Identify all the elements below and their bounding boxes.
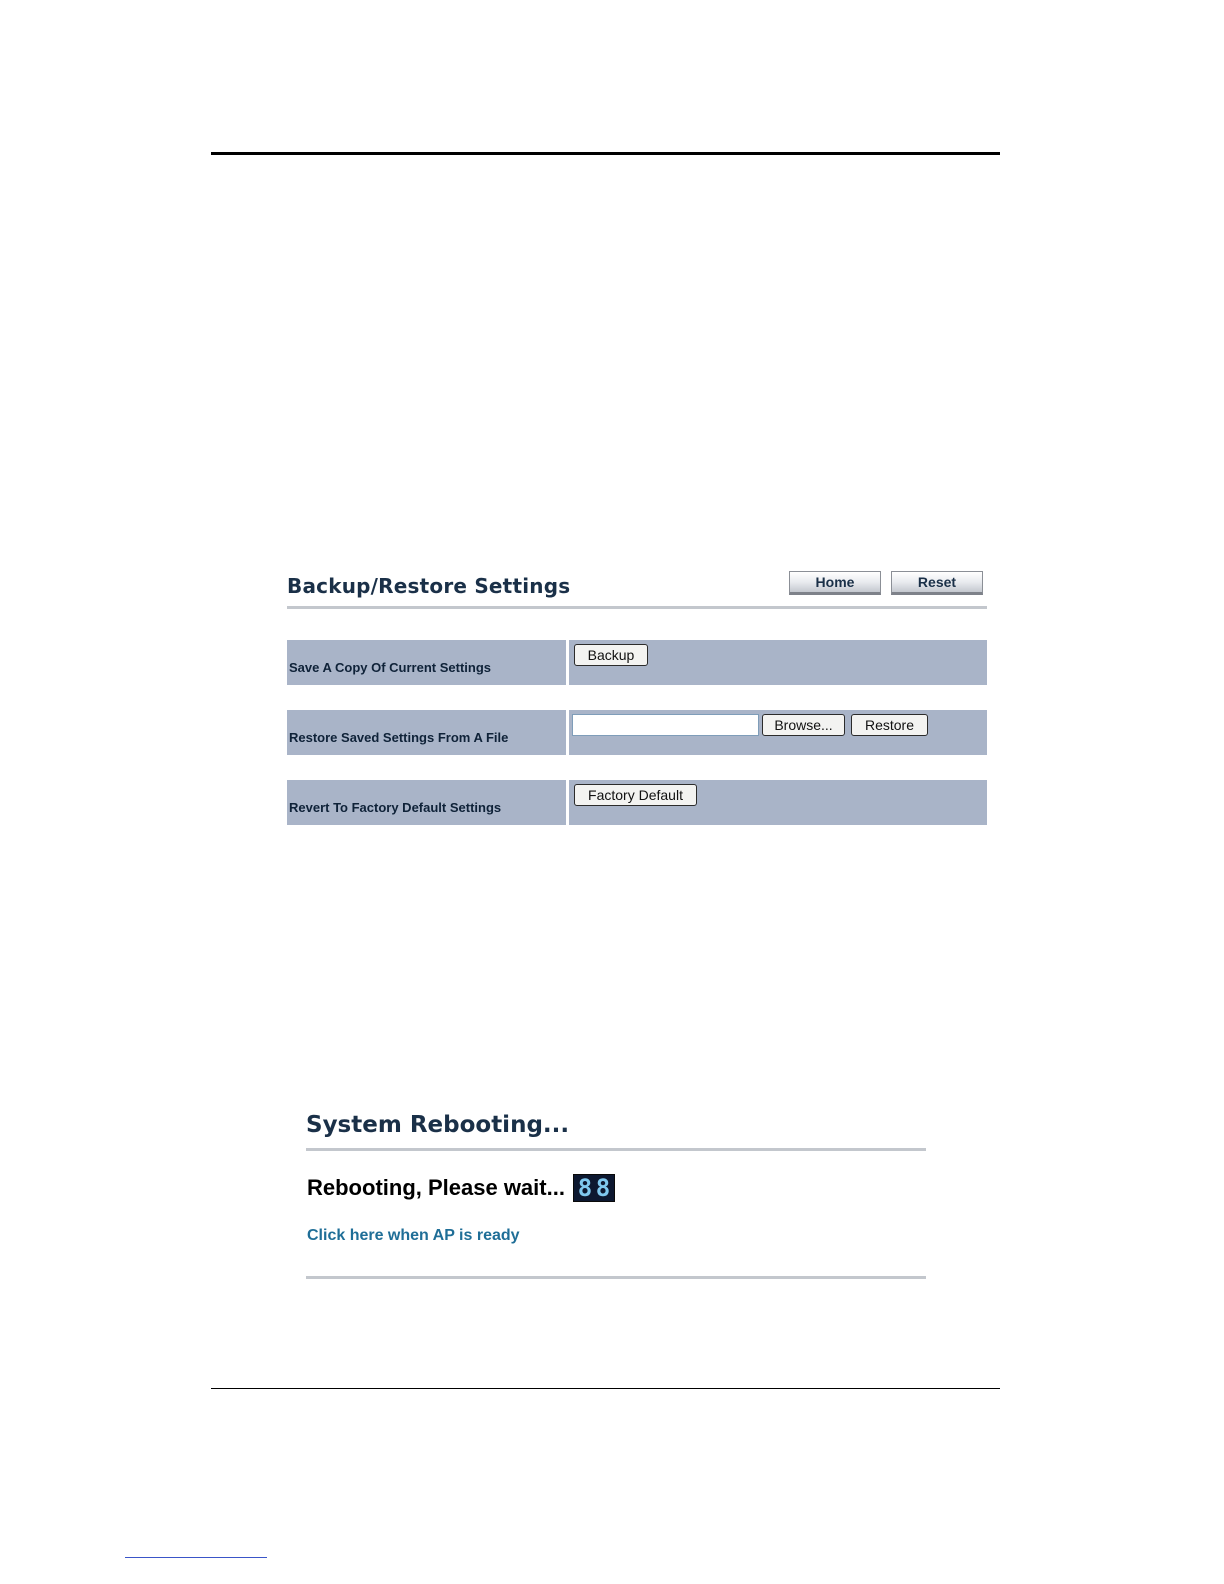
rebooting-message-line — [307, 1174, 615, 1202]
rebooting-title: System Rebooting... — [306, 1112, 570, 1138]
rebooting-title-divider — [306, 1148, 926, 1151]
factory-default-row — [287, 780, 987, 825]
restore-button[interactable]: Restore — [851, 714, 928, 736]
restore-row — [287, 710, 987, 755]
footnote-separator — [125, 1557, 267, 1558]
page-top-rule — [211, 152, 1000, 155]
countdown-display — [573, 1174, 615, 1202]
home-button[interactable]: Home — [789, 571, 881, 595]
reset-button[interactable]: Reset — [891, 571, 983, 595]
backup-row-label: Save A Copy Of Current Settings — [287, 640, 566, 685]
browse-button[interactable]: Browse... — [762, 714, 845, 736]
ap-ready-link[interactable]: Click here when AP is ready — [307, 1227, 520, 1244]
backup-row — [287, 640, 987, 685]
backup-row-controls — [569, 640, 987, 685]
rebooting-message: Rebooting, Please wait... — [307, 1175, 565, 1200]
page-bottom-rule — [211, 1388, 1000, 1389]
factory-default-button[interactable]: Factory Default — [574, 784, 697, 806]
restore-file-path-input[interactable] — [572, 714, 759, 736]
countdown-digit: 8 — [595, 1174, 611, 1202]
factory-default-row-controls — [569, 780, 987, 825]
factory-default-row-label: Revert To Factory Default Settings — [287, 780, 566, 825]
backup-button[interactable]: Backup — [574, 644, 648, 666]
system-rebooting-panel — [306, 1108, 926, 1283]
title-divider — [287, 606, 987, 609]
rebooting-bottom-divider — [306, 1276, 926, 1279]
restore-row-label: Restore Saved Settings From A File — [287, 710, 566, 755]
backup-restore-title: Backup/Restore Settings — [287, 574, 571, 598]
backup-restore-panel — [287, 566, 987, 828]
countdown-digit: 8 — [577, 1174, 593, 1202]
restore-row-controls — [569, 710, 987, 755]
